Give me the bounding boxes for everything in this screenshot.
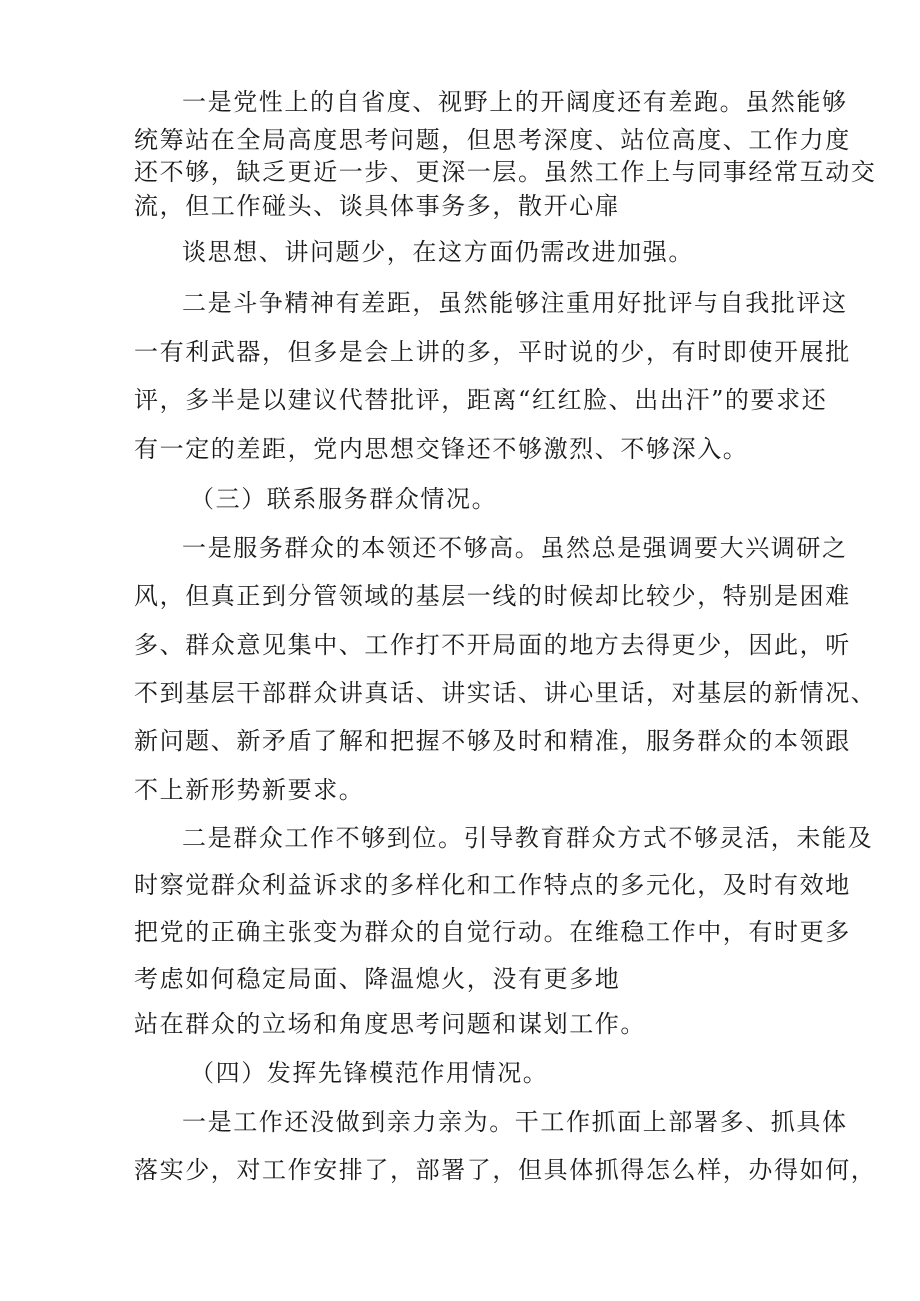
paragraph-line: 二是群众工作不够到位。引导教育群众方式不够灵活，未能及 (182, 824, 874, 852)
paragraph-line: 有一定的差距，党内思想交锋还不够激烈、不够深入。 (134, 435, 749, 463)
paragraph-line: 不上新形势新要求。 (134, 776, 365, 804)
paragraph-line: 一是工作还没做到亲力亲为。干工作抓面上部署多、抓具体 (182, 1108, 848, 1136)
paragraph-line: 一有利武器，但多是会上讲的多，平时说的少，有时即使开展批 (134, 338, 851, 366)
paragraph-line: 时察觉群众利益诉求的多样化和工作特点的多元化，及时有效地 (134, 871, 851, 899)
paragraph-line: 风，但真正到分管领域的基层一线的时候却比较少，特别是困难 (134, 582, 851, 610)
paragraph-line: 考虑如何稳定局面、降温熄火，没有更多地 (134, 965, 621, 993)
section-heading: （三）联系服务群众情况。 (190, 485, 498, 513)
section-heading: （四）发挥先锋模范作用情况。 (190, 1059, 549, 1087)
paragraph-line: 流，但工作碰头、谈具体事务多，散开心扉 (134, 192, 621, 220)
paragraph-line: 落实少，对工作安排了，部署了，但具体抓得怎么样，办得如何， (134, 1156, 877, 1184)
paragraph-line: 谈思想、讲问题少，在这方面仍需改进加强。 (182, 238, 694, 266)
paragraph-line: 一是党性上的自省度、视野上的开阔度还有差跑。虽然能够 (182, 88, 848, 116)
paragraph-line: 把党的正确主张变为群众的自觉行动。在维稳工作中，有时更多 (134, 918, 851, 946)
paragraph-line: 评，多半是以建议代替批评，距离“红红脸、出出汗”的要求还 (134, 386, 828, 414)
paragraph-line: 二是斗争精神有差距，虽然能够注重用好批评与自我批评这 (182, 289, 848, 317)
paragraph-line: 多、群众意见集中、工作打不开局面的地方去得更少，因此，听 (134, 631, 851, 659)
paragraph-line: 新问题、新矛盾了解和把握不够及时和精准，服务群众的本领跟 (134, 727, 851, 755)
paragraph-line: 还不够，缺乏更近一步、更深一层。虽然工作上与同事经常互动交 (134, 158, 877, 186)
paragraph-line: 不到基层干部群众讲真话、讲实话、讲心里话，对基层的新情况、 (134, 679, 877, 707)
paragraph-line: 统筹站在全局高度思考问题，但思考深度、站位高度、工作力度 (134, 126, 851, 154)
paragraph-line: 一是服务群众的本领还不够高。虽然总是强调要大兴调研之 (182, 534, 848, 562)
paragraph-line: 站在群众的立场和角度思考问题和谋划工作。 (134, 1010, 646, 1038)
